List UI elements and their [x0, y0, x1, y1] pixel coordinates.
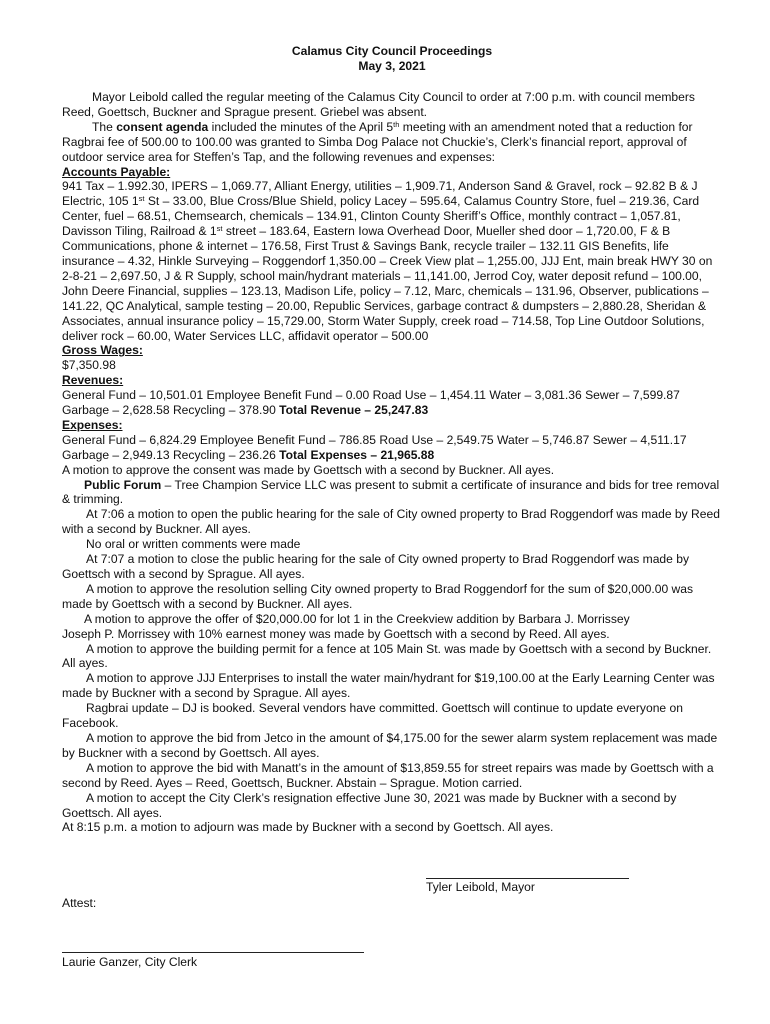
adjourn-motion: At 8:15 p.m. a motion to adjourn was made by Buckner with a second by Goettsch. All ayes.: [62, 820, 554, 835]
jjj-water-motion: A motion to approve JJJ Enterprises to install the water main/hydrant for $19,100.00 at the Early Learning Center was made by Buckner with a second by Sprague. All ayes.: [62, 671, 715, 701]
fence-permit-motion: A motion to approve the building permit for a fence at 105 Main St. was made by Goettsch with a second by Buckner. All ayes.: [62, 641, 712, 671]
consent-post: meeting with an amendment noted that a reduction for Ragbrai fee of 500.00 to 100.00 was granted to Simba Dog Palace not Chuckie’s, Clerk’s financial report, approval of outdoor service area for Steffen’s Tap, and the following revenues and expenses:: [62, 119, 693, 164]
ap-part-2: St – 33.00, Blue Cross/Blue Shield, policy Lacey – 595.64, Calamus Country Store, fuel – 219.36, Card Center, fuel – 68.51, Chemsearch, chemicals – 134.91, Clinton County Sheriff’s Office, monthly contract – 1,057.81, Davisson Tiling, Railroad & 1: [62, 194, 700, 239]
ragbrai-update: Ragbrai update – DJ is booked. Several vendors have committed. Goettsch will continue to update everyone on Facebook.: [62, 701, 683, 731]
hearing-close-motion: At 7:07 a motion to close the public hearing for the sale of City owned property to Brad Roggendorf was made by Goettsch with a second by Sprague. All ayes.: [62, 552, 690, 581]
lot-offer-motion-cont: Joseph P. Morrissey with 10% earnest money was made by Goettsch with a second by Reed. All ayes.: [62, 626, 610, 641]
public-forum-paragraph: [62, 478, 722, 508]
accounts-payable-list: [62, 179, 722, 343]
hearing-open-motion: At 7:06 a motion to open the public hearing for the sale of City owned property to Brad Roggendorf was made by Reed with a second by Buckner. All ayes.: [62, 507, 720, 537]
gross-wages-amount: $7,350.98: [62, 358, 116, 373]
revenues-text: General Fund – 10,501.01 Employee Benefit Fund – 0.00 Road Use – 1,454.11 Water – 3,081.36 Sewer – 7,599.87 Garbage – 2,628.58 Recycling – 378.90: [62, 388, 680, 418]
expenses-heading: Expenses:: [62, 417, 123, 432]
revenues-list: [62, 388, 722, 418]
expenses-total: Total Expenses – 21,965.88: [279, 447, 435, 462]
spacer: [62, 74, 722, 90]
clerk-signature-line: [62, 952, 364, 953]
lot-offer-motion: A motion to approve the offer of $20,000.00 for lot 1 in the Creekview addition by Barbara J. Morrissey: [84, 611, 630, 626]
consent-sup: th: [393, 119, 400, 129]
manatt-motion: A motion to approve the bid with Manatt’s in the amount of $13,859.55 for street repairs was made by Goettsch with a second by Reed. Ayes – Reed, Goettsch, Buckner. Abstain – Sprague. Motion carried.: [62, 760, 714, 790]
mayor-signature-line: [426, 878, 629, 879]
mayor-signature-name: Tyler Leibold, Mayor: [426, 880, 535, 894]
resolution-motion: A motion to approve the resolution selling City owned property to Brad Roggendorf for the sum of $20,000.00 was made by Goettsch with a second by Buckner. All ayes.: [62, 581, 694, 611]
revenues-heading: Revenues:: [62, 373, 124, 388]
consent-mid: included the minutes of the April 5: [208, 119, 394, 134]
consent-agenda-paragraph: [62, 120, 722, 165]
no-comments-note: No oral or written comments were made: [86, 537, 301, 552]
clerk-signature-name: Laurie Ganzer, City Clerk: [62, 955, 198, 969]
ap-part-3: street – 183.64, Eastern Iowa Overhead Door, Mueller shed door – 1,720.00, F & B Communications, phone & internet – 176.58, First Trust & Savings Bank, recycle trailer – 132.11 GIS Benefits, life insurance – 4.32, Hinkle Surveying – Roggendorf 1,350.00 – Creek View plat – 1,255.00, JJJ Ent, main break HWY 30 on 2-8-21 – 2,697.50, J & R Supply, school main/hydrant materials – 11,141.00, Jerrod Coy, water deposit refund – 100.00, John Deere Financial, supplies – 123.13, Madison Life, policy – 7.12, Marc, chemicals – 131.96, Observer, publications – 141.22, QC Analytical, sample testing – 20.00, Republic Services, garbage contract & dumpsters – 2,880.28, Sheridan & Associates, annual insurance policy – 15,729.00, Storm Water Supply, creek road – 714.58, Top Line Outdoor Solutions, deliver rock – 60.00, Water Services LLC, affidavit operator – 500.00: [62, 224, 713, 343]
consent-motion: A motion to approve the consent was made by Goettsch with a second by Buckner. All ayes.: [62, 462, 555, 477]
jetco-motion: A motion to approve the bid from Jetco in the amount of $4,175.00 for the sewer alarm system replacement was made by Buckner with a second by Goettsch. All ayes.: [62, 730, 718, 760]
document-title: Calamus City Council Proceedings: [291, 44, 493, 58]
attest-label: Attest:: [62, 896, 97, 910]
public-forum-label: Public Forum: [84, 477, 162, 492]
public-forum-text: – Tree Champion Service LLC was present to submit a certificate of insurance and bids for tree removal & trimming.: [62, 477, 720, 507]
ap-sup-1: st: [138, 194, 145, 204]
expenses-text: General Fund – 6,824.29 Employee Benefit Fund – 786.85 Road Use – 2,549.75 Water – 5,746.87 Sewer – 4,511.17 Garbage – 2,949.13 Recycling – 236.26: [62, 432, 687, 462]
call-to-order-paragraph: Mayor Leibold called the regular meeting of the Calamus City Council to order at 7:00 p.m. with council members Reed, Goettsch, Buckner and Sprague present. Griebel was absent.: [62, 90, 695, 119]
expenses-list: [62, 433, 722, 463]
revenues-total: Total Revenue – 25,247.83: [279, 403, 429, 418]
ap-sup-2: st: [216, 224, 223, 234]
consent-agenda-label: consent agenda: [116, 119, 209, 134]
ap-part-1: 941 Tax – 1.992.30, IPERS – 1,069.77, Alliant Energy, utilities – 1,909.71, Anderson Sand & Gravel, rock – 92.82 B & J Electric, 105 1: [62, 179, 698, 209]
meeting-date: May 3, 2021: [358, 59, 426, 73]
consent-pre: The: [92, 119, 117, 134]
gross-wages-heading: Gross Wages:: [62, 343, 143, 358]
accounts-payable-heading: Accounts Payable:: [62, 164, 171, 179]
resignation-motion: A motion to accept the City Clerk’s resignation effective June 30, 2021 was made by Buckner with a second by Goettsch. All ayes.: [62, 790, 677, 820]
proceedings-document: [62, 44, 722, 835]
